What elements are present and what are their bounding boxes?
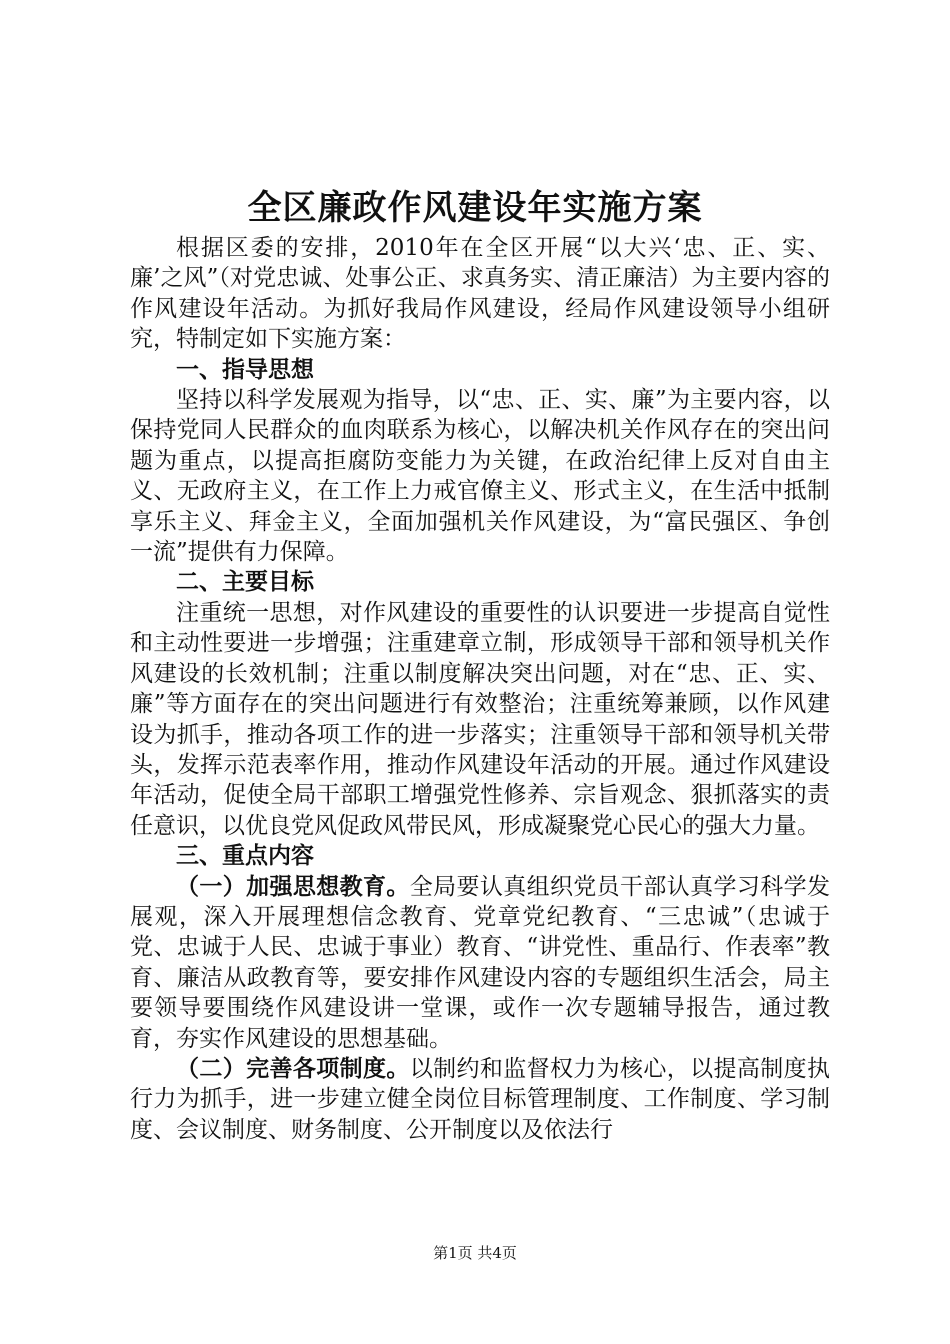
page-footer: 第1页 共4页 xyxy=(433,1244,517,1262)
section-heading-main-goals: 二、主要目标 xyxy=(176,568,314,596)
item-text: 以制约和监督权力为核心，以提高制度执行力为抓手，进一步建立健全岗位目标管理制度、工作制度、学习制度、会议制度、财务制度、公开制度以及依法行 xyxy=(130,1055,831,1143)
item-lead: （一）加强思想教育。 xyxy=(176,872,410,900)
item-lead: （二）完善各项制度。 xyxy=(176,1054,410,1082)
intro-paragraph: 根据区委的安排，2010年在全区开展“以大兴‘忠、正、实、廉’之风”（对党忠诚、处事公正、求真务实、清正廉洁）为主要内容的作风建设年活动。为抓好我局作风建设，经局作风建设领导小组研究，特制定如下实施方案： xyxy=(130,235,830,353)
key-content-item-2 xyxy=(130,1054,830,1145)
document-body xyxy=(130,233,830,1145)
section-text-main-goals: 注重统一思想，对作风建设的重要性的认识要进一步提高自觉性和主动性要进一步增强；注重建章立制，形成领导干部和领导机关作风建设的长效机制；注重以制度解决突出问题，对在“忠、正、实、廉”等方面存在的突出问题进行有效整治；注重统筹兼顾，以作风建设为抓手，推动各项工作的进一步落实；注重领导干部和领导机关带头，发挥示范表率作用，推动作风建设年活动的开展。通过作风建设年活动，促使全局干部职工增强党性修养、宗旨观念、狠抓落实的责任意识，以优良党风促政风带民风，形成凝聚党心民心的强大力量。 xyxy=(130,599,830,839)
section-text-guiding-ideology: 坚持以科学发展观为指导，以“忠、正、实、廉”为主要内容，以保持党同人民群众的血肉联系为核心，以解决机关作风存在的突出问题为重点，以提高拒腐防变能力为关键，在政治纪律上反对自由主义、无政府主义，在工作上力戒官僚主义、形式主义，在生活中抵制享乐主义、拜金主义，全面加强机关作风建设，为“富民强区、争创一流”提供有力保障。 xyxy=(130,387,830,566)
key-content-item-1 xyxy=(130,872,830,1054)
item-text: 全局要认真组织党员干部认真学习科学发展观，深入开展理想信念教育、党章党纪教育、“三忠诚”（忠诚于党、忠诚于人民、忠诚于事业）教育、“讲党性、重品行、作表率”教育、廉洁从政教育等，要安排作风建设内容的专题组织生活会，局主要领导要围绕作风建设讲一堂课，或作一次专题辅导报告，通过教育，夯实作风建设的思想基础。 xyxy=(130,873,831,1052)
section-heading-key-content: 三、重点内容 xyxy=(176,842,314,870)
section-heading-guiding-ideology: 一、指导思想 xyxy=(176,355,314,383)
document-title: 全区廉政作风建设年实施方案 xyxy=(247,188,703,228)
